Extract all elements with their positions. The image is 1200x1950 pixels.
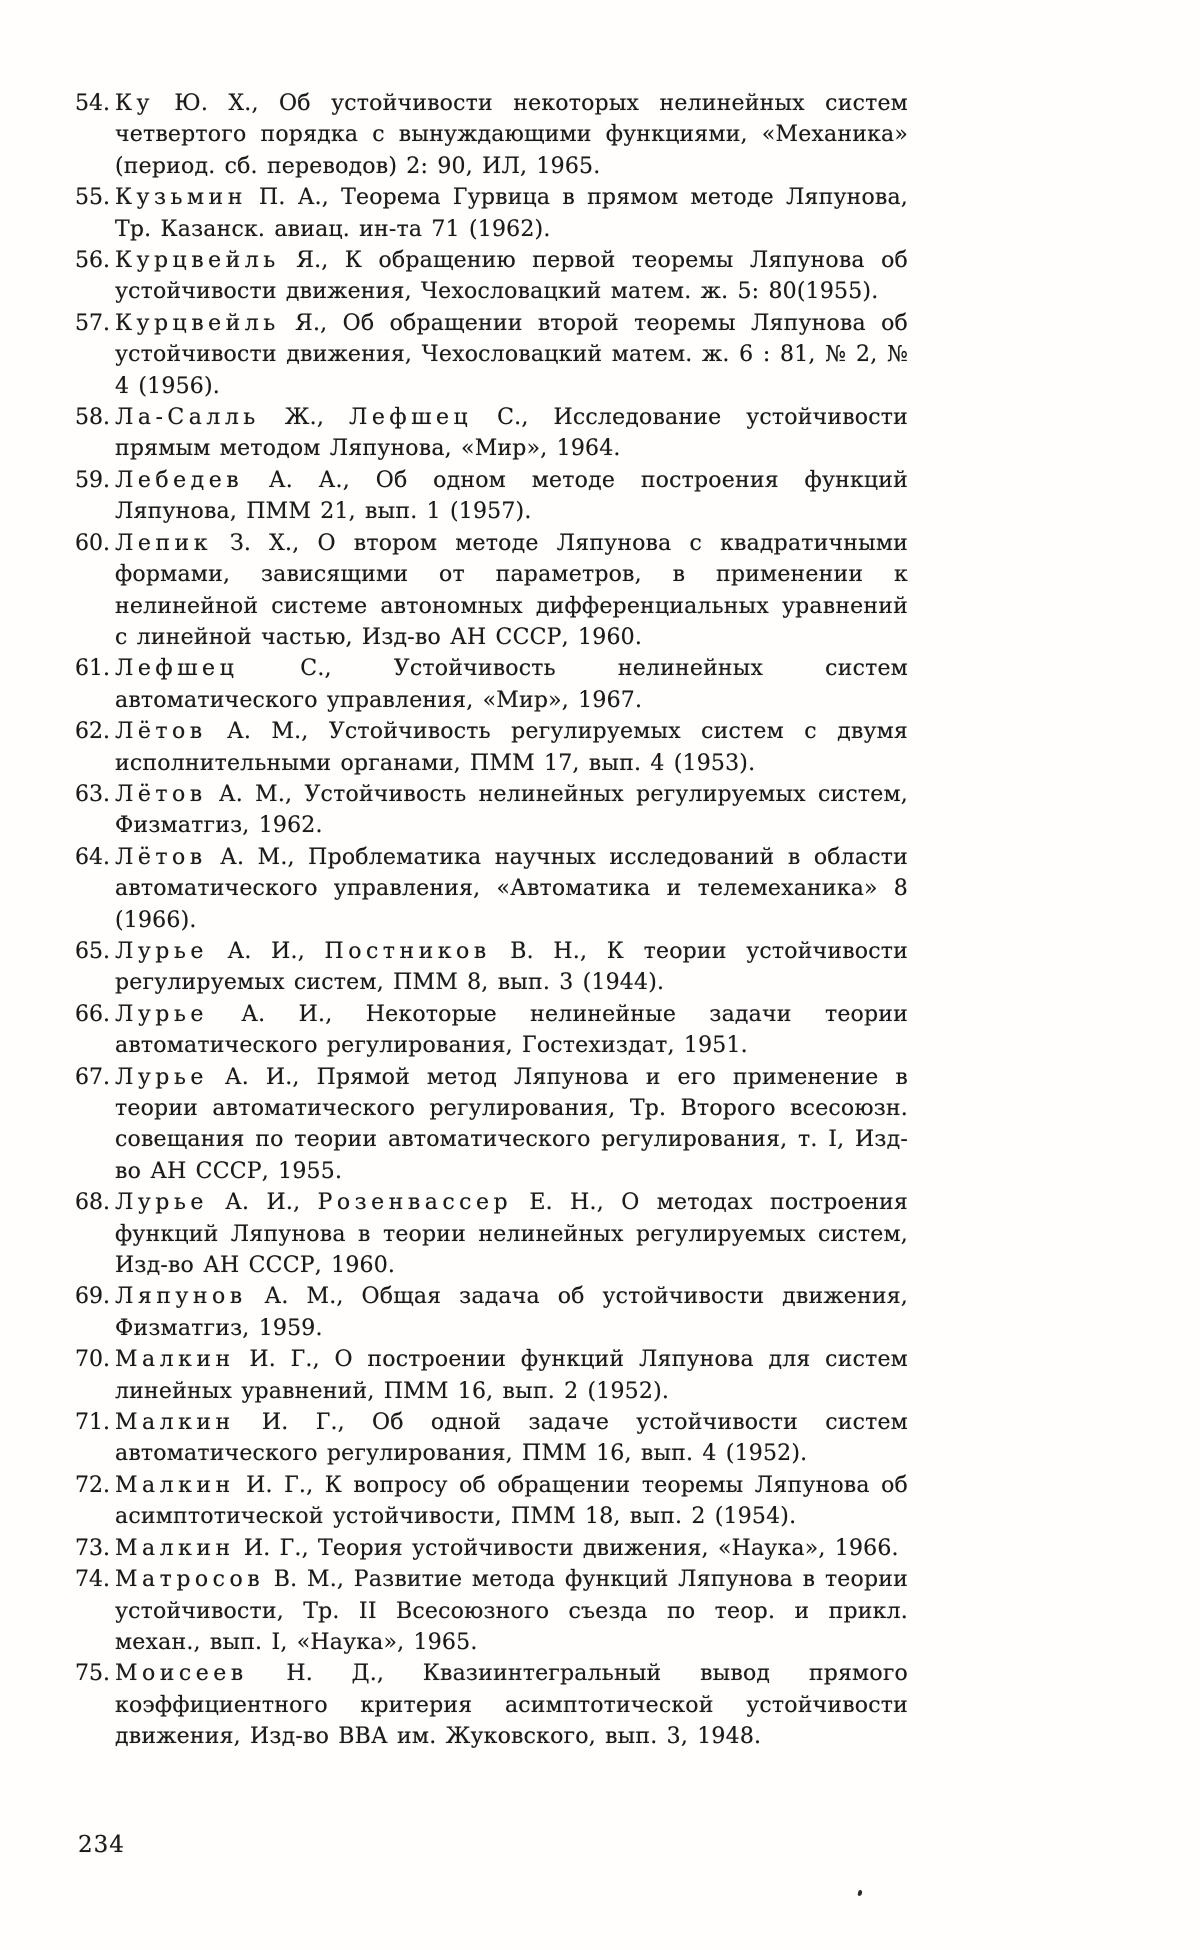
- bib-entry: [75, 245, 908, 308]
- entry-text: Я., К обращению первой теоремы Ляпунова об устойчивости движения, Чехословацкий матем. ж. 5: 80(1955).: [115, 248, 908, 305]
- entry-text: А. И., Некоторые нелинейные задачи теории автоматического регулирования, Гостехиздат, 1951.: [115, 1001, 908, 1059]
- entry-number: 56.: [75, 248, 110, 274]
- bib-entry: [75, 1187, 908, 1281]
- bib-entry: [75, 1533, 908, 1564]
- author-name: Лурье: [115, 1064, 208, 1090]
- entry-text: И. Г., Теория устойчивости движения, «Наука», 1966.: [234, 1535, 899, 1561]
- author-name: Розенвассер: [317, 1190, 513, 1216]
- entry-number: 60.: [75, 530, 110, 556]
- bib-entry: [75, 779, 908, 842]
- entry-text: Е. Н., О методах построения функций Ляпунова в теории нелинейных регулируемых систем, Изд-во АН СССР, 1960.: [115, 1190, 908, 1279]
- entry-number: 64.: [75, 844, 110, 870]
- entry-text: Н. Д., Квазиинтегральный вывод прямого коэффициентного критерия асимптотической устойчивости движения, Изд-во ВВА им. Жуковского, вып. 3, 1948.: [115, 1661, 908, 1750]
- author-name: Ку: [115, 91, 154, 116]
- bib-entry: [75, 182, 908, 245]
- bib-entry: [75, 308, 908, 402]
- bib-entry: [75, 1407, 908, 1470]
- author-name: Моисеев: [115, 1661, 248, 1687]
- bib-entry: [75, 402, 908, 465]
- entry-text: И. Г., Об одной задаче устойчивости систем автоматического регулирования, ПММ 16, вып. 4 (1952).: [115, 1410, 908, 1467]
- entry-text: А. М., Устойчивость нелинейных регулируемых систем, Физматгиз, 1962.: [115, 781, 908, 839]
- entry-text: С., Устойчивость нелинейных систем автоматического управления, «Мир», 1967.: [115, 656, 908, 713]
- entry-number: 75.: [75, 1661, 110, 1687]
- author-name: Малкин: [115, 1535, 235, 1561]
- entry-number: 54.: [75, 91, 110, 116]
- entry-number: 59.: [75, 467, 110, 493]
- author-name: Малкин: [115, 1347, 235, 1373]
- entry-text: Я., Об обращении второй теоремы Ляпунова об устойчивости движения, Чехословацкий матем. ж. 6 : 81, № 2, № 4 (1956).: [115, 310, 908, 399]
- author-name: Курцвейль: [115, 248, 280, 274]
- entry-number: 62.: [75, 719, 110, 745]
- author-name: Ляпунов: [115, 1284, 247, 1310]
- entry-number: 68.: [75, 1190, 110, 1216]
- bib-entry: [75, 528, 908, 654]
- author-name: Курцвейль: [115, 310, 280, 336]
- bib-entry: [75, 716, 908, 779]
- author-name: Ла-Салль: [115, 405, 260, 431]
- author-name: Лефшец: [115, 656, 239, 682]
- bib-entry: [75, 1281, 908, 1344]
- entry-number: 67.: [75, 1064, 110, 1090]
- author-name: Лебедев: [115, 467, 244, 493]
- author-name: Лефшец: [348, 405, 473, 431]
- entry-text: Ю. Х., Об устойчивости некоторых нелинейных систем четвертого порядка с вынуждающими функциями, «Механика» (период. сб. переводов) 2: 90, ИЛ, 1965.: [115, 91, 908, 179]
- author-name: Постников: [324, 938, 491, 964]
- author-name: Лепик: [115, 530, 212, 556]
- author-name: Малкин: [115, 1410, 235, 1436]
- entry-number: 57.: [75, 310, 110, 336]
- entry-text: В. М., Развитие метода функций Ляпунова в теории устойчивости, Тр. II Всесоюзного съезда по теор. и прикл. механ., вып. I, «Наука», 1965.: [115, 1567, 908, 1655]
- author-name: Матросов: [115, 1567, 265, 1593]
- author-name: Лурье: [115, 938, 208, 964]
- bib-entry: [75, 88, 908, 182]
- entry-text: С., Исследование устойчивости прямым методом Ляпунова, «Мир», 1964.: [115, 405, 908, 462]
- author-name: Лурье: [115, 1001, 208, 1027]
- entry-number: 61.: [75, 656, 110, 682]
- author-name: Кузьмин: [115, 185, 247, 211]
- entry-number: 69.: [75, 1284, 110, 1310]
- entry-number: 73.: [75, 1535, 110, 1561]
- author-name: Лётов: [115, 781, 207, 807]
- bib-entry: [75, 1344, 908, 1407]
- entry-number: 58.: [75, 405, 110, 431]
- entry-text: П. А., Теорема Гурвица в прямом методе Ляпунова, Тр. Казанск. авиац. ин-та 71 (1962).: [115, 185, 908, 242]
- bib-entry: [75, 1062, 908, 1188]
- bib-entry: [75, 999, 908, 1062]
- bib-entry: [75, 1658, 908, 1752]
- bib-entry: [75, 1564, 908, 1658]
- entry-text: А. И.,: [207, 1190, 318, 1216]
- bib-entry: [75, 842, 908, 936]
- bib-entry: [75, 936, 908, 999]
- entry-text: Ж.,: [259, 405, 349, 431]
- entry-text: З. Х., О втором методе Ляпунова с квадратичными формами, зависящими от параметров, в применении к нелинейной системе автономных дифференциальных уравнений с линейной частью, Изд-во АН СССР, 1960.: [115, 530, 908, 650]
- entry-text: И. Г., О построении функций Ляпунова для систем линейных уравнений, ПММ 16, вып. 2 (1952).: [115, 1347, 908, 1404]
- bib-entry: [75, 1470, 908, 1533]
- author-name: Малкин: [115, 1472, 235, 1498]
- entry-text: А. М., Устойчивость регулируемых систем с двумя исполнительными органами, ПММ 17, вып. 4 (1953).: [115, 719, 908, 776]
- entry-number: 74.: [75, 1567, 110, 1593]
- entry-number: 66.: [75, 1001, 110, 1027]
- entry-text: А. М., Общая задача об устойчивости движения, Физматгиз, 1959.: [115, 1284, 908, 1341]
- entry-number: 55.: [75, 185, 110, 211]
- author-name: Лётов: [115, 844, 207, 870]
- entry-number: 63.: [75, 781, 110, 807]
- entry-text: А. И.,: [207, 938, 325, 964]
- entry-number: 71.: [75, 1410, 110, 1436]
- author-name: Лётов: [115, 719, 207, 745]
- page-number: 234: [78, 1832, 125, 1858]
- entry-text: В. Н., К теории устойчивости регулируемых систем, ПММ 8, вып. 3 (1944).: [115, 938, 908, 996]
- entry-text: И. Г., К вопросу об обращении теоремы Ляпунова об асимптотической устойчивости, ПММ 18, вып. 2 (1954).: [115, 1472, 908, 1530]
- bib-entry: [75, 653, 908, 716]
- entry-number: 72.: [75, 1472, 110, 1498]
- entry-number: 70.: [75, 1347, 110, 1373]
- stray-ink-mark: [857, 1890, 862, 1897]
- entry-text: А. М., Проблематика научных исследований в области автоматического управления, «Автоматика и телемеханика» 8 (1966).: [115, 844, 908, 933]
- bib-entry: [75, 465, 908, 528]
- entry-text: А. А., Об одном методе построения функций Ляпунова, ПММ 21, вып. 1 (1957).: [115, 467, 908, 525]
- author-name: Лурье: [115, 1190, 208, 1216]
- entry-text: А. И., Прямой метод Ляпунова и его применение в теории автоматического регулирования, Тр. Второго всесоюзн. совещания по теории автоматического регулирования, т. I, Изд-во АН СССР, 1955.: [115, 1064, 908, 1184]
- bibliography-list: [75, 88, 908, 1753]
- entry-number: 65.: [75, 938, 110, 964]
